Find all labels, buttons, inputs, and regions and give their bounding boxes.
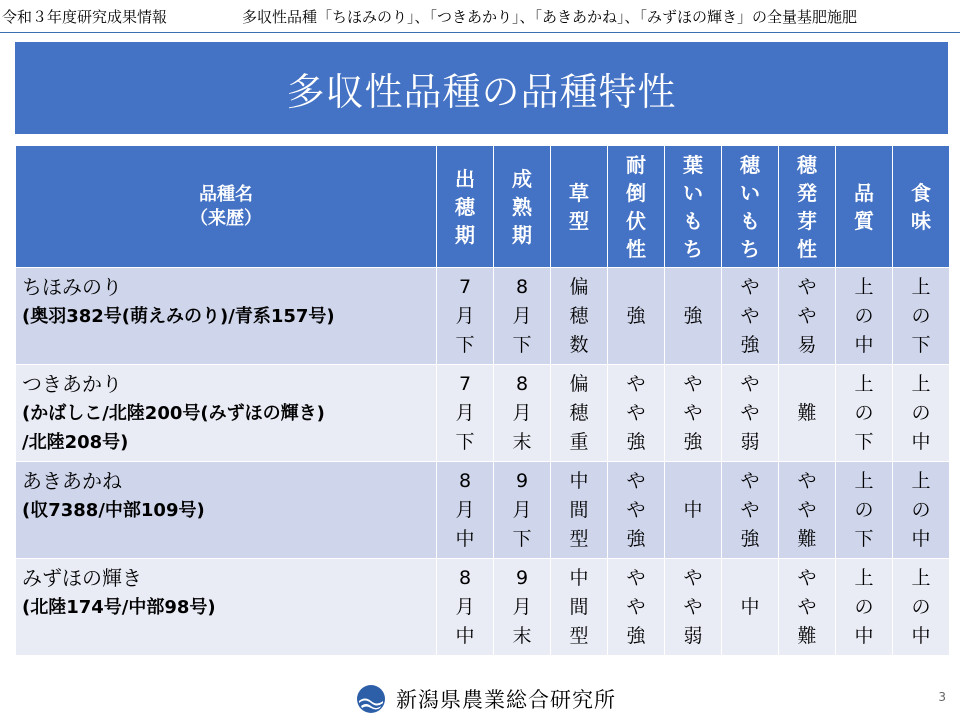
- sprouting-cell: [779, 462, 836, 559]
- sprouting-cell: [779, 268, 836, 365]
- cell-value: 強: [626, 304, 646, 327]
- heading-date-cell: [437, 365, 494, 462]
- variety-name-cell: [16, 365, 437, 462]
- taste-cell: [893, 559, 950, 656]
- slide-header: [0, 0, 960, 34]
- cell-value: 8月中: [455, 469, 475, 550]
- table-row: [16, 559, 950, 656]
- cell-value: 8月末: [512, 372, 532, 453]
- variety-table: [15, 145, 950, 656]
- variety-name: つきあかり: [22, 372, 122, 396]
- header-cell-name: [16, 146, 437, 268]
- quality-cell: [836, 559, 893, 656]
- lodging-resistance-cell: [608, 559, 665, 656]
- cell-value: 中: [683, 498, 703, 521]
- column-header-label: 葉いもち: [683, 152, 703, 261]
- heading-date-cell: [437, 462, 494, 559]
- cell-value: 7月下: [455, 372, 475, 453]
- lodging-resistance-cell: [608, 268, 665, 365]
- maturity-date-cell: [494, 268, 551, 365]
- column-header-label: 穂いもち: [740, 152, 760, 261]
- plant-type-cell: [551, 365, 608, 462]
- header-cell-quality: [836, 146, 893, 268]
- cell-value: やや難: [797, 566, 817, 647]
- panicle-blast-cell: [722, 559, 779, 656]
- plant-type-cell: [551, 559, 608, 656]
- cell-value: 8月下: [512, 275, 532, 356]
- column-header-label: 品質: [854, 180, 874, 233]
- cell-value: やや難: [797, 469, 817, 550]
- column-header-label: 成熟期: [512, 166, 532, 247]
- title-banner: [15, 42, 948, 134]
- quality-cell: [836, 268, 893, 365]
- column-header-label: 穂発芽性: [797, 152, 817, 261]
- leaf-blast-cell: [665, 462, 722, 559]
- header-divider: [0, 32, 960, 33]
- panicle-blast-cell: [722, 268, 779, 365]
- cell-value: 偏穂重: [569, 372, 589, 453]
- cell-value: 上の中: [854, 566, 874, 647]
- header-cell-panicle-blast: [722, 146, 779, 268]
- cell-value: やや強: [740, 275, 760, 356]
- table-row: [16, 268, 950, 365]
- header-cell-taste: [893, 146, 950, 268]
- variety-name: あきあかね: [22, 469, 122, 493]
- variety-lineage: (北陸174号/中部98号): [22, 597, 216, 618]
- header-cell-sprouting: [779, 146, 836, 268]
- cell-value: 上の中: [911, 469, 931, 550]
- lineage-header-line: （来歴）: [190, 207, 262, 229]
- variety-lineage: (奥羽382号(萌えみのり)/青系157号): [22, 306, 335, 327]
- maturity-date-cell: [494, 559, 551, 656]
- cell-value: 上の中: [854, 275, 874, 356]
- cell-value: 上の下: [854, 469, 874, 550]
- variety-lineage: (収7388/中部109号): [22, 500, 205, 521]
- cell-value: 上の中: [911, 566, 931, 647]
- cell-value: やや弱: [683, 566, 703, 647]
- plant-type-cell: [551, 268, 608, 365]
- cell-value: 上の下: [854, 372, 874, 453]
- cell-value: 中: [740, 595, 760, 618]
- cell-value: やや易: [797, 275, 817, 356]
- lodging-resistance-cell: [608, 365, 665, 462]
- panicle-blast-cell: [722, 365, 779, 462]
- plant-type-cell: [551, 462, 608, 559]
- heading-date-cell: [437, 559, 494, 656]
- leaf-blast-cell: [665, 559, 722, 656]
- name-header-line: 品種名: [199, 183, 253, 205]
- cell-value: 難: [797, 401, 817, 424]
- footer: [356, 682, 616, 716]
- header-cell-leaf-blast: [665, 146, 722, 268]
- cell-value: 7月下: [455, 275, 475, 356]
- cell-value: やや強: [740, 469, 760, 550]
- variety-lineage-continued: /北陸208号): [22, 432, 129, 453]
- cell-value: 中間型: [569, 566, 589, 647]
- taste-cell: [893, 365, 950, 462]
- cell-value: 9月末: [512, 566, 532, 647]
- cell-value: 上の中: [911, 372, 931, 453]
- cell-value: やや強: [626, 372, 646, 453]
- page-number: 3: [938, 690, 946, 704]
- taste-cell: [893, 462, 950, 559]
- table-row: [16, 365, 950, 462]
- variety-name: ちほみのり: [22, 275, 122, 299]
- header-cell-plant-type: [551, 146, 608, 268]
- cell-value: やや強: [626, 566, 646, 647]
- cell-value: やや強: [683, 372, 703, 453]
- lodging-resistance-cell: [608, 462, 665, 559]
- page-title: 多収性品種の品種特性: [286, 69, 677, 114]
- report-title: 令和３年度研究成果情報: [2, 8, 168, 26]
- variety-lineage: (かばしこ/北陸200号(みずほの輝き): [22, 403, 325, 424]
- column-header-label: 耐倒伏性: [626, 152, 646, 261]
- variety-name-cell: [16, 559, 437, 656]
- organization-name: 新潟県農業総合研究所: [396, 688, 616, 712]
- cell-value: やや弱: [740, 372, 760, 453]
- panicle-blast-cell: [722, 462, 779, 559]
- column-header-label: 草型: [569, 180, 589, 233]
- cell-value: 強: [683, 304, 703, 327]
- variety-name-cell: [16, 268, 437, 365]
- maturity-date-cell: [494, 365, 551, 462]
- table-header-row: [16, 146, 950, 268]
- institute-logo-icon: [356, 684, 386, 714]
- cell-value: 8月中: [455, 566, 475, 647]
- maturity-date-cell: [494, 462, 551, 559]
- quality-cell: [836, 365, 893, 462]
- column-header-label: 食味: [911, 180, 931, 233]
- header-cell-maturity-date: [494, 146, 551, 268]
- cell-value: 上の下: [911, 275, 931, 356]
- leaf-blast-cell: [665, 268, 722, 365]
- taste-cell: [893, 268, 950, 365]
- header-cell-lodging-resistance: [608, 146, 665, 268]
- topic-title: 多収性品種「ちほみのり」、「つきあかり」、「あきあかね」、「みずほの輝き」の全量基肥施肥: [242, 8, 858, 26]
- heading-date-cell: [437, 268, 494, 365]
- quality-cell: [836, 462, 893, 559]
- cell-value: 偏穂数: [569, 275, 589, 356]
- table-row: [16, 462, 950, 559]
- cell-value: やや強: [626, 469, 646, 550]
- leaf-blast-cell: [665, 365, 722, 462]
- sprouting-cell: [779, 365, 836, 462]
- cell-value: 中間型: [569, 469, 589, 550]
- cell-value: 9月下: [512, 469, 532, 550]
- header-cell-heading-date: [437, 146, 494, 268]
- column-header-label: 出穂期: [455, 166, 475, 247]
- variety-name: みずほの輝き: [22, 566, 142, 590]
- sprouting-cell: [779, 559, 836, 656]
- variety-name-cell: [16, 462, 437, 559]
